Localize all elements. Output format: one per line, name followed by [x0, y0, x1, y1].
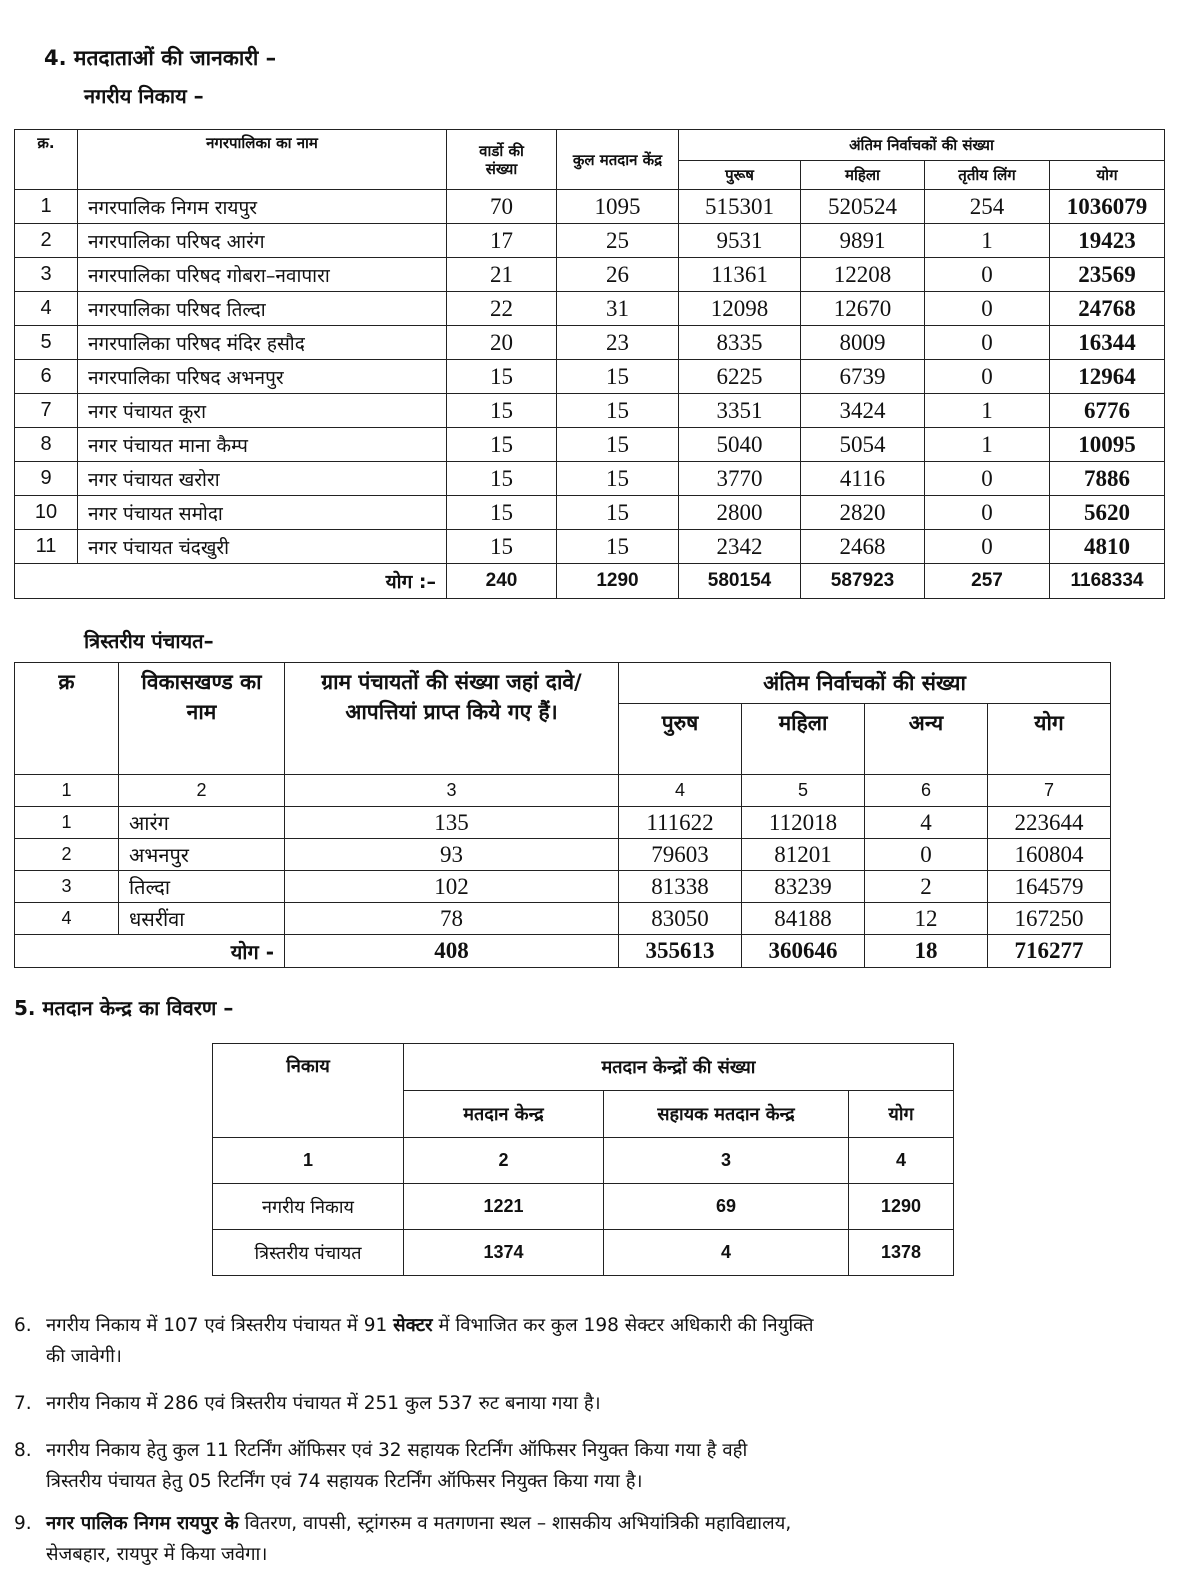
- male-value: 5040: [679, 428, 801, 462]
- total-value: 23569: [1050, 258, 1165, 292]
- rural-voters-table: [14, 662, 1111, 968]
- male-value: 81338: [619, 871, 742, 903]
- total-female: 587923: [801, 564, 925, 599]
- wards-value: 15: [447, 462, 557, 496]
- male-value: 6225: [679, 360, 801, 394]
- table-row: [15, 360, 1165, 394]
- col-header-gp-count: ग्राम पंचायतों की संख्या जहां दावे/आपत्तियां प्राप्त किये गए हैं।: [285, 663, 619, 775]
- col-header-final-voters: अंतिम निर्वाचकों की संख्या: [679, 130, 1165, 161]
- female-value: 112018: [742, 807, 865, 839]
- municipality-name: नगरपालिका परिषद अभनपुर: [78, 360, 447, 394]
- third-gender-value: 0: [925, 326, 1050, 360]
- female-value: 81201: [742, 839, 865, 871]
- total-value: 19423: [1050, 224, 1165, 258]
- row-sno: 3: [15, 871, 119, 903]
- wards-value: 15: [447, 360, 557, 394]
- female-value: 9891: [801, 224, 925, 258]
- col-header-male: पुरुष: [619, 704, 742, 775]
- col-number: 1: [15, 775, 119, 807]
- male-value: 2800: [679, 496, 801, 530]
- total-value: 223644: [988, 807, 1111, 839]
- third-gender-value: 0: [925, 292, 1050, 326]
- col-header-centre-count: मतदान केन्द्रों की संख्या: [404, 1044, 954, 1091]
- urban-voters-table: [14, 129, 1165, 599]
- total-female: 360646: [742, 935, 865, 968]
- total-value: 1036079: [1050, 190, 1165, 224]
- total-value: 167250: [988, 903, 1111, 935]
- total-gp: 408: [285, 935, 619, 968]
- col-number: 6: [865, 775, 988, 807]
- aux-centres-value: 4: [604, 1230, 849, 1276]
- centres-value: 15: [557, 496, 679, 530]
- row-sno: 1: [15, 190, 78, 224]
- block-name: धसरींवा: [119, 903, 285, 935]
- total-value: 4810: [1050, 530, 1165, 564]
- wards-value: 20: [447, 326, 557, 360]
- col-header-centres: मतदान केन्द्र: [404, 1091, 604, 1138]
- col-header-female: महिला: [742, 704, 865, 775]
- row-sno: 6: [15, 360, 78, 394]
- body-name: नगरीय निकाय: [213, 1184, 404, 1230]
- third-gender-value: 0: [925, 496, 1050, 530]
- gp-count-value: 135: [285, 807, 619, 839]
- row-sno: 9: [15, 462, 78, 496]
- other-value: 4: [865, 807, 988, 839]
- wards-value: 15: [447, 428, 557, 462]
- point-text: नगरीय निकाय में 107 एवं त्रिस्तरीय पंचायत में 91: [46, 1315, 394, 1336]
- point-text-line2: की जावेगी।: [46, 1346, 122, 1367]
- municipality-name: नगरपालिका परिषद तिल्दा: [78, 292, 447, 326]
- third-gender-value: 0: [925, 360, 1050, 394]
- total-third-gender: 257: [925, 564, 1050, 599]
- table-row: [15, 190, 1165, 224]
- point-text: में विभाजित कर कुल 198 सेक्टर अधिकारी की नियुक्ति: [432, 1315, 814, 1336]
- total-value: 5620: [1050, 496, 1165, 530]
- point-bold-text: नगर पालिक निगम रायपुर के: [46, 1513, 239, 1534]
- col-header-name: नगरपालिका का नाम: [78, 130, 447, 190]
- table-row: [15, 807, 1111, 839]
- centres-value: 1095: [557, 190, 679, 224]
- table-row: [15, 428, 1165, 462]
- table-row: [15, 530, 1165, 564]
- other-value: 12: [865, 903, 988, 935]
- wards-value: 15: [447, 530, 557, 564]
- row-sno: 11: [15, 530, 78, 564]
- rural-panchayat-heading: त्रिस्तरीय पंचायत–: [84, 629, 214, 653]
- col-header-female: महिला: [801, 161, 925, 190]
- wards-value: 70: [447, 190, 557, 224]
- point-text: वितरण, वापसी, स्ट्रांगरुम व मतगणना स्थल – शासकीय अभियांत्रिकी महाविद्यालय,: [238, 1513, 792, 1534]
- third-gender-value: 254: [925, 190, 1050, 224]
- female-value: 8009: [801, 326, 925, 360]
- third-gender-value: 0: [925, 258, 1050, 292]
- col-header-body: निकाय: [213, 1044, 404, 1138]
- wards-value: 21: [447, 258, 557, 292]
- point-6: [14, 1310, 1164, 1372]
- male-value: 2342: [679, 530, 801, 564]
- col-number: 1: [213, 1138, 404, 1184]
- centres-value: 31: [557, 292, 679, 326]
- section-4-title: 4. मतदाताओं की जानकारी –: [44, 46, 277, 70]
- col-number: 4: [849, 1138, 954, 1184]
- col-number: 2: [119, 775, 285, 807]
- municipality-name: नगरपालिका परिषद गोबरा–नवापारा: [78, 258, 447, 292]
- table-row: [15, 871, 1111, 903]
- col-header-centres: कुल मतदान केंद्र: [557, 130, 679, 190]
- table-row: [213, 1184, 954, 1230]
- total-value: 16344: [1050, 326, 1165, 360]
- col-number: 7: [988, 775, 1111, 807]
- total-value: 160804: [988, 839, 1111, 871]
- female-value: 3424: [801, 394, 925, 428]
- total-value: 1378: [849, 1230, 954, 1276]
- section-5-title: 5. मतदान केन्द्र का विवरण –: [14, 996, 234, 1020]
- table-row: [15, 462, 1165, 496]
- col-header-total: योग: [1050, 161, 1165, 190]
- col-header-third-gender: तृतीय लिंग: [925, 161, 1050, 190]
- col-header-sno: क्र.: [15, 130, 78, 190]
- block-name: आरंग: [119, 807, 285, 839]
- col-header-sno: क्र: [15, 663, 119, 775]
- total-value: 10095: [1050, 428, 1165, 462]
- urban-bodies-heading: नगरीय निकाय –: [84, 84, 204, 108]
- point-number: 7.: [14, 1393, 32, 1414]
- table-row: [15, 258, 1165, 292]
- male-value: 79603: [619, 839, 742, 871]
- third-gender-value: 0: [925, 462, 1050, 496]
- centres-value: 26: [557, 258, 679, 292]
- col-number: 3: [604, 1138, 849, 1184]
- third-gender-value: 0: [925, 530, 1050, 564]
- municipality-name: नगरपालिक निगम रायपुर: [78, 190, 447, 224]
- col-header-other: अन्य: [865, 704, 988, 775]
- female-value: 12208: [801, 258, 925, 292]
- col-number: 2: [404, 1138, 604, 1184]
- municipality-name: नगरपालिका परिषद मंदिर हसौद: [78, 326, 447, 360]
- centres-value: 1221: [404, 1184, 604, 1230]
- third-gender-value: 1: [925, 224, 1050, 258]
- row-sno: 8: [15, 428, 78, 462]
- polling-centres-table: [212, 1043, 954, 1276]
- point-text: नगरीय निकाय में 286 एवं त्रिस्तरीय पंचायत में 251 कुल 537 रुट बनाया गया है।: [46, 1393, 601, 1414]
- centres-value: 15: [557, 530, 679, 564]
- table-row: [15, 839, 1111, 871]
- total-other: 18: [865, 935, 988, 968]
- male-value: 8335: [679, 326, 801, 360]
- municipality-name: नगर पंचायत कूरा: [78, 394, 447, 428]
- total-voters: 1168334: [1050, 564, 1165, 599]
- male-value: 9531: [679, 224, 801, 258]
- col-header-male: पुरूष: [679, 161, 801, 190]
- total-value: 12964: [1050, 360, 1165, 394]
- point-9: [14, 1508, 1164, 1570]
- other-value: 0: [865, 839, 988, 871]
- col-header-total: योग: [849, 1091, 954, 1138]
- municipality-name: नगर पंचायत समोदा: [78, 496, 447, 530]
- male-value: 3770: [679, 462, 801, 496]
- col-header-wards: वार्डो की संख्या: [447, 130, 557, 190]
- col-header-final-voters: अंतिम निर्वाचकों की संख्या: [619, 663, 1111, 704]
- total-value: 24768: [1050, 292, 1165, 326]
- municipality-name: नगरपालिका परिषद आरंग: [78, 224, 447, 258]
- other-value: 2: [865, 871, 988, 903]
- female-value: 6739: [801, 360, 925, 394]
- col-number: 5: [742, 775, 865, 807]
- male-value: 12098: [679, 292, 801, 326]
- total-label: योग :–: [15, 564, 447, 599]
- female-value: 83239: [742, 871, 865, 903]
- total-value: 7886: [1050, 462, 1165, 496]
- col-number: 3: [285, 775, 619, 807]
- row-sno: 1: [15, 807, 119, 839]
- centres-value: 15: [557, 394, 679, 428]
- gp-count-value: 102: [285, 871, 619, 903]
- row-sno: 5: [15, 326, 78, 360]
- gp-count-value: 93: [285, 839, 619, 871]
- female-value: 4116: [801, 462, 925, 496]
- block-name: तिल्दा: [119, 871, 285, 903]
- total-voters: 716277: [988, 935, 1111, 968]
- male-value: 83050: [619, 903, 742, 935]
- centres-value: 15: [557, 462, 679, 496]
- row-sno: 10: [15, 496, 78, 530]
- total-male: 355613: [619, 935, 742, 968]
- total-wards: 240: [447, 564, 557, 599]
- table-row: [15, 326, 1165, 360]
- point-7: [14, 1388, 1164, 1419]
- municipality-name: नगर पंचायत खरोरा: [78, 462, 447, 496]
- point-text: नगरीय निकाय हेतु कुल 11 रिटर्निंग ऑफिसर एवं 32 सहायक रिटर्निंग ऑफिसर नियुक्त किया गया है वही: [46, 1440, 748, 1461]
- third-gender-value: 1: [925, 394, 1050, 428]
- col-header-block: विकासखण्ड का नाम: [119, 663, 285, 775]
- gp-count-value: 78: [285, 903, 619, 935]
- female-value: 5054: [801, 428, 925, 462]
- centres-value: 15: [557, 360, 679, 394]
- wards-value: 15: [447, 394, 557, 428]
- male-value: 3351: [679, 394, 801, 428]
- table-row: [15, 224, 1165, 258]
- centres-value: 25: [557, 224, 679, 258]
- row-sno: 4: [15, 903, 119, 935]
- total-value: 6776: [1050, 394, 1165, 428]
- wards-value: 17: [447, 224, 557, 258]
- wards-value: 15: [447, 496, 557, 530]
- col-header-aux-centres: सहायक मतदान केन्द्र: [604, 1091, 849, 1138]
- row-sno: 3: [15, 258, 78, 292]
- female-value: 84188: [742, 903, 865, 935]
- row-sno: 7: [15, 394, 78, 428]
- female-value: 2468: [801, 530, 925, 564]
- third-gender-value: 1: [925, 428, 1050, 462]
- total-value: 164579: [988, 871, 1111, 903]
- total-centres: 1290: [557, 564, 679, 599]
- female-value: 2820: [801, 496, 925, 530]
- total-male: 580154: [679, 564, 801, 599]
- col-header-total: योग: [988, 704, 1111, 775]
- table-row: [15, 394, 1165, 428]
- centres-value: 1374: [404, 1230, 604, 1276]
- table-row: [15, 292, 1165, 326]
- total-value: 1290: [849, 1184, 954, 1230]
- point-bold-text: सेक्टर: [393, 1315, 433, 1336]
- body-name: त्रिस्तरीय पंचायत: [213, 1230, 404, 1276]
- block-name: अभनपुर: [119, 839, 285, 871]
- aux-centres-value: 69: [604, 1184, 849, 1230]
- row-sno: 2: [15, 839, 119, 871]
- point-text-line2: सेजबहार, रायपुर में किया जवेगा।: [46, 1544, 268, 1565]
- table-row: [15, 903, 1111, 935]
- male-value: 111622: [619, 807, 742, 839]
- total-label: योग -: [15, 935, 285, 968]
- table-row: [213, 1230, 954, 1276]
- centres-value: 15: [557, 428, 679, 462]
- table-row: [15, 496, 1165, 530]
- point-8: [14, 1435, 1164, 1497]
- female-value: 12670: [801, 292, 925, 326]
- centres-value: 23: [557, 326, 679, 360]
- female-value: 520524: [801, 190, 925, 224]
- municipality-name: नगर पंचायत माना कैम्प: [78, 428, 447, 462]
- municipality-name: नगर पंचायत चंदखुरी: [78, 530, 447, 564]
- male-value: 11361: [679, 258, 801, 292]
- point-number: 6.: [14, 1315, 32, 1336]
- point-number: 9.: [14, 1513, 32, 1534]
- row-sno: 4: [15, 292, 78, 326]
- col-number: 4: [619, 775, 742, 807]
- row-sno: 2: [15, 224, 78, 258]
- point-number: 8.: [14, 1440, 32, 1461]
- point-text-line2: त्रिस्तरीय पंचायत हेतु 05 रिटर्निंग एवं 74 सहायक रिटर्निंग ऑफिसर नियुक्त किया गया है।: [46, 1471, 643, 1492]
- wards-value: 22: [447, 292, 557, 326]
- male-value: 515301: [679, 190, 801, 224]
